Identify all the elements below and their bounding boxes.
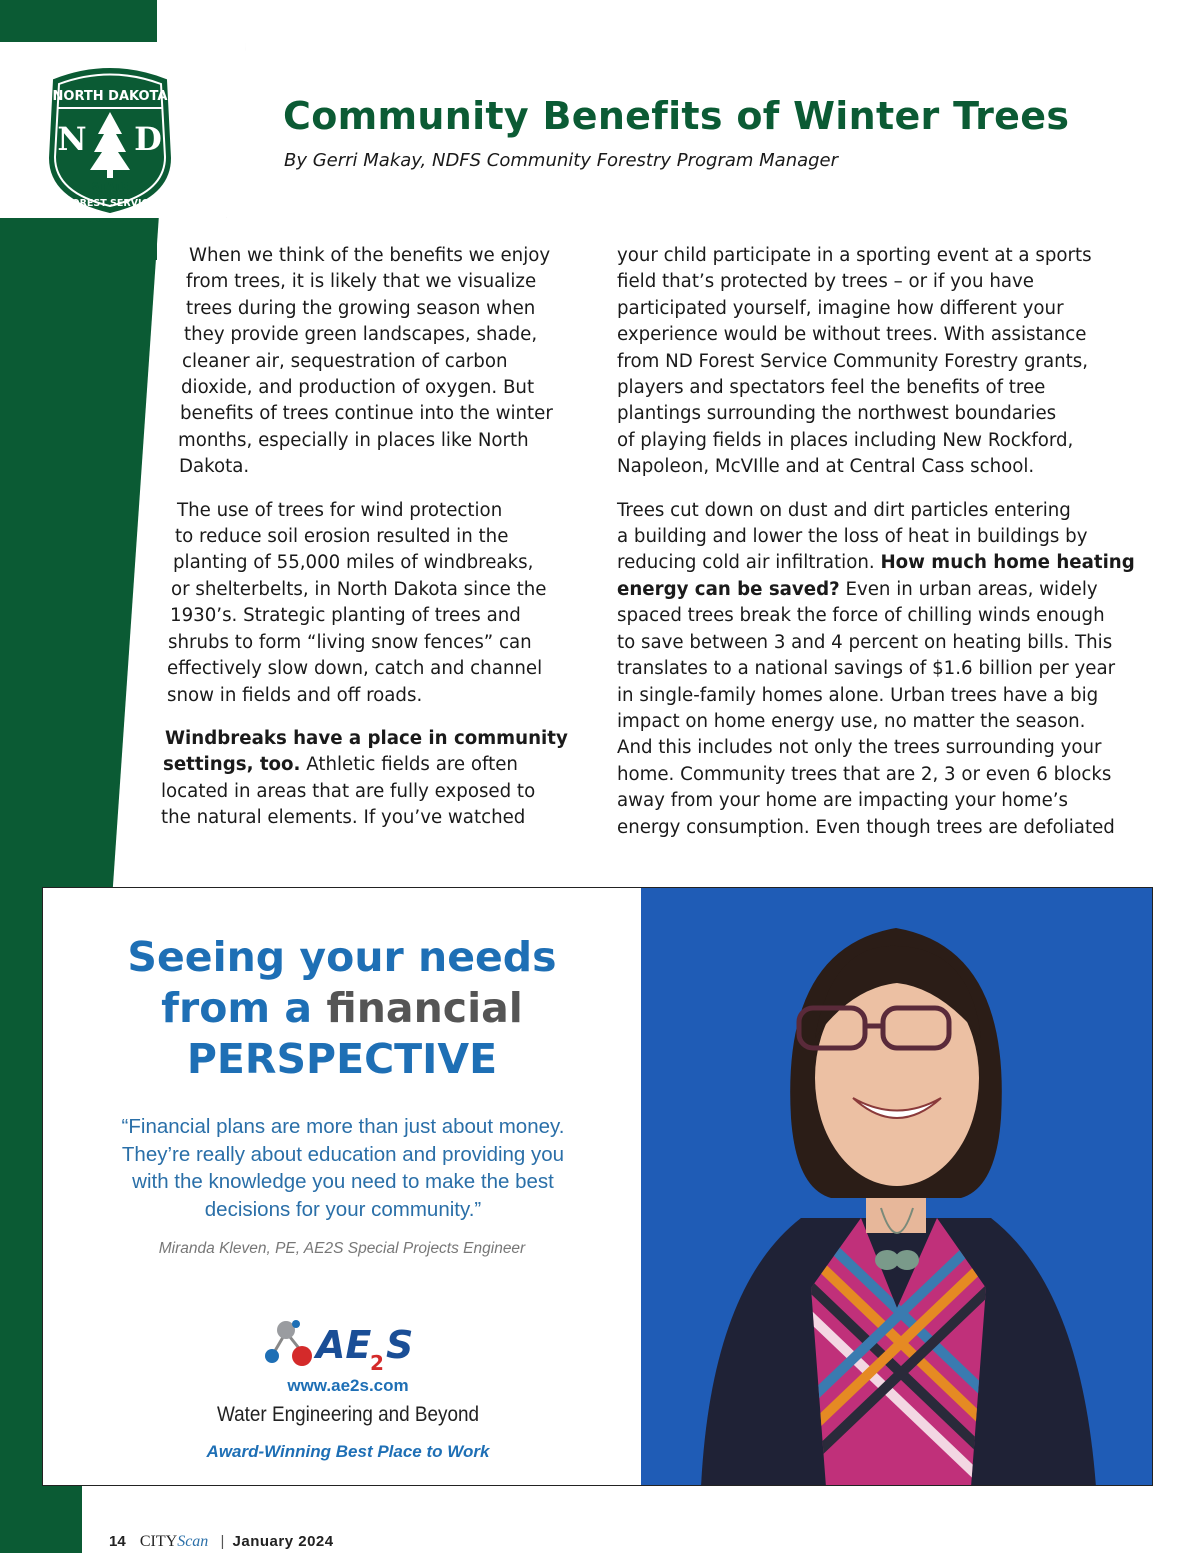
line-text: to save between 3 and 4 percent on heating bills. This: [617, 631, 1113, 653]
text-line: [160, 805, 600, 831]
line-text: away from your home are impacting your home’s: [617, 790, 1069, 812]
green-sidebar-band: [0, 200, 160, 900]
line-text: effectively slow down, catch and channel: [167, 658, 543, 680]
line-text: or shelterbelts, in North Dakota since the: [171, 578, 547, 600]
text-line: [160, 296, 600, 322]
line-text: dioxide, and production of oxygen. But: [181, 377, 535, 399]
text-line: [617, 401, 1162, 427]
text-line: [617, 815, 1162, 841]
text-line: [160, 349, 600, 375]
text-line: [160, 779, 600, 805]
ad-headline: [43, 932, 641, 1085]
text-line: [617, 296, 1162, 322]
text-line: [617, 498, 1162, 524]
article-paragraph: [160, 726, 600, 832]
line-text: participated yourself, imagine how different your: [617, 297, 1064, 319]
article-left-column: [160, 243, 600, 849]
text-line: [617, 762, 1162, 788]
logo-top-text: NORTH DAKOTA: [52, 89, 168, 104]
line-text: your child participate in a sporting event at a sports: [617, 245, 1092, 266]
line-text: to reduce soil erosion resulted in the: [175, 526, 509, 548]
line-text: impact on home energy use, no matter the season.: [617, 710, 1086, 732]
bold-text: settings, too.: [163, 754, 301, 776]
article-paragraph: [617, 243, 1162, 481]
article-paragraph: [160, 498, 600, 709]
line-text: translates to a national savings of $1.6 billion per year: [617, 658, 1116, 680]
line-text: trees during the growing season when: [186, 297, 536, 319]
molecule-icon: [265, 1320, 312, 1366]
text-line: [160, 630, 600, 656]
line-text: months, especially in places like North: [178, 429, 529, 451]
text-line: [160, 726, 600, 752]
ad-portrait-photo: [641, 888, 1153, 1486]
line-text: When we think of the benefits we enjoy: [189, 245, 551, 266]
line-text: The use of trees for wind protection: [177, 499, 503, 521]
line-text: And this includes not only the trees surrounding your: [617, 737, 1102, 759]
text-line: [160, 550, 600, 576]
ad-headline-financial: financial: [326, 984, 523, 1032]
ae2s-logo: [258, 1308, 443, 1378]
text-line: [617, 322, 1162, 348]
page-number: 14: [109, 1533, 126, 1550]
text-line: [617, 683, 1162, 709]
text-line: [617, 656, 1162, 682]
text-line: [160, 428, 600, 454]
line-text: Trees cut down on dust and dirt particles entering: [617, 499, 1071, 521]
ae2s-subscript: 2: [370, 1351, 384, 1375]
text-line: [160, 603, 600, 629]
line-text: shrubs to form “living snow fences” can: [168, 631, 532, 653]
issue-date: January 2024: [232, 1533, 334, 1550]
line-text: Napoleon, McVIlle and at Central Cass school.: [617, 456, 1035, 478]
logo-bottom-text: FOREST SERVICE: [65, 198, 155, 209]
publication-suffix: Scan: [177, 1533, 209, 1550]
footer-separator: |: [220, 1533, 225, 1550]
text-line: [617, 788, 1162, 814]
text-line: [160, 375, 600, 401]
article-title: Community Benefits of Winter Trees: [283, 94, 1070, 138]
ad-quote-line: They’re really about education and providing you: [121, 1142, 565, 1166]
line-text: planting of 55,000 miles of windbreaks,: [173, 552, 534, 574]
text-line: [617, 709, 1162, 735]
ad-tagline: Water Engineering and Beyond: [217, 1403, 479, 1426]
ad-url-link[interactable]: www.ae2s.com: [287, 1376, 409, 1395]
ad-quote-line: with the knowledge you need to make the best: [132, 1170, 554, 1193]
text-line: [617, 428, 1162, 454]
text-line: [617, 577, 1162, 603]
text-line: [160, 269, 600, 295]
text-line: [617, 550, 1162, 576]
ad-quote: [83, 1113, 603, 1223]
green-sidebar-band: [0, 1486, 82, 1553]
line-text: Even in urban areas, widely: [839, 578, 1098, 600]
line-text: a building and lower the loss of heat in buildings by: [617, 526, 1088, 548]
text-line: [617, 603, 1162, 629]
line-text: of playing fields in places including New Rockford,: [617, 429, 1074, 451]
line-text: experience would be without trees. With assistance: [617, 324, 1087, 346]
line-text: 1930’s. Strategic planting of trees and: [170, 605, 521, 627]
ad-attribution: Miranda Kleven, PE, AE2S Special Projects Engineer: [158, 1240, 526, 1257]
line-text: snow in fields and off roads.: [167, 684, 423, 706]
text-line: [160, 524, 600, 550]
text-line: [617, 735, 1162, 761]
text-line: [617, 454, 1162, 480]
article-paragraph: [160, 243, 600, 481]
line-text: Athletic fields are often: [300, 754, 518, 776]
line-text: cleaner air, sequestration of carbon: [182, 350, 508, 372]
line-text: field that’s protected by trees – or if you have: [617, 271, 1034, 293]
text-line: [617, 269, 1162, 295]
text-line: [160, 577, 600, 603]
ad-quote-line: “Financial plans are more than just about money.: [121, 1115, 565, 1138]
text-line: [617, 524, 1162, 550]
text-line: [160, 243, 600, 269]
ad-headline-part: from a: [161, 984, 327, 1032]
text-line: [617, 349, 1162, 375]
article-right-column: [617, 243, 1162, 858]
advertisement: [42, 887, 1153, 1486]
text-line: [160, 498, 600, 524]
line-text: Dakota.: [179, 456, 250, 478]
bold-text: energy can be saved?: [617, 578, 840, 600]
logo-letter-d: D: [134, 120, 162, 158]
text-line: [160, 656, 600, 682]
portrait-illustration: [641, 888, 1153, 1486]
line-text: located in areas that are fully exposed to: [161, 780, 536, 802]
green-sidebar-band: [0, 880, 44, 1490]
line-text: home. Community trees that are 2, 3 or even 6 blocks: [617, 763, 1112, 785]
nd-forest-service-logo: [42, 62, 178, 214]
bold-text: How much home heating: [880, 552, 1135, 574]
logo-letter-n: N: [57, 120, 87, 158]
ad-headline-line: PERSPECTIVE: [186, 1035, 498, 1083]
text-line: [160, 683, 600, 709]
text-line: [617, 375, 1162, 401]
text-line: [160, 752, 600, 778]
ad-quote-line: decisions for your community.”: [204, 1197, 482, 1221]
text-line: [617, 243, 1162, 269]
ae2s-wordmark-s: S: [386, 1323, 414, 1367]
ad-headline-line: Seeing your needs: [127, 933, 557, 981]
logo-center-text: STATE: [91, 180, 129, 193]
line-text: from ND Forest Service Community Forestry grants,: [617, 350, 1089, 372]
text-line: [160, 454, 600, 480]
article-paragraph: [617, 498, 1162, 841]
bold-text: Windbreaks have a place in community: [165, 727, 568, 749]
line-text: energy consumption. Even though trees are defoliated: [617, 816, 1115, 838]
line-text: from trees, it is likely that we visualize: [186, 271, 537, 293]
text-line: [617, 630, 1162, 656]
ad-award-text: Award-Winning Best Place to Work: [206, 1442, 490, 1461]
line-text: players and spectators feel the benefits of tree: [617, 377, 1046, 399]
line-text: reducing cold air infiltration.: [617, 552, 881, 574]
line-text: benefits of trees continue into the winter: [180, 403, 553, 425]
line-text: plantings surrounding the northwest boundaries: [617, 403, 1057, 425]
line-text: the natural elements. If you’ve watched: [161, 807, 526, 829]
publication-name: [140, 1533, 208, 1550]
text-line: [160, 401, 600, 427]
page-footer: [109, 1533, 334, 1551]
line-text: spaced trees break the force of chilling winds enough: [617, 605, 1105, 627]
text-line: [160, 322, 600, 348]
line-text: they provide green landscapes, shade,: [184, 324, 538, 346]
article-byline: By Gerri Makay, NDFS Community Forestry Program Manager: [284, 150, 839, 171]
ae2s-wordmark: AE: [316, 1323, 372, 1367]
ad-headline-line: [43, 983, 641, 1034]
publication-prefix: CITY: [139, 1533, 178, 1550]
line-text: in single-family homes alone. Urban trees have a big: [617, 684, 1099, 706]
